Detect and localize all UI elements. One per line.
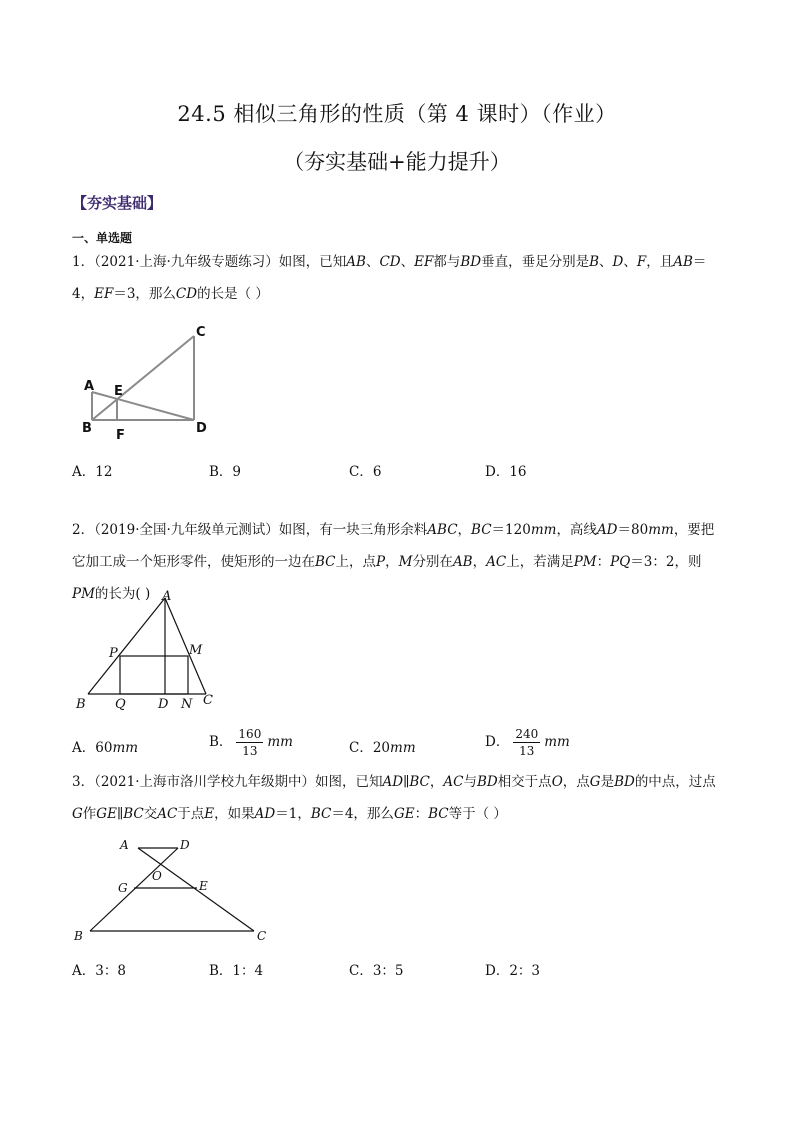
label-d: D [196, 421, 207, 436]
question-2-text: 2．（2019·全国·九年级单元测试）如图，有一块三角形余料ABC，BC＝120mm，高线AD＝80mm，要把它加工成一个矩形零件，使矩形的一边在BC上，点P，M分别在AB，AC上，若满足PM：PQ＝3：2，则PM的长为( ) [72, 522, 715, 602]
section-label: 【夯实基础】 [72, 194, 163, 212]
label-p: P [109, 646, 118, 661]
label-d: D [180, 838, 190, 852]
label-c: C [203, 693, 213, 708]
line-bc [92, 336, 194, 420]
option-d[interactable]: D．16 [485, 464, 527, 480]
question-1-text: 1．（2021·上海·九年级专题练习）如图，已知AB、CD、EF都与BD垂直，垂足分别是B、D、F，且AB＝4，EF＝3，那么CD的长是（ ） [72, 254, 707, 302]
label-q: Q [115, 697, 126, 712]
line-ab [88, 598, 165, 694]
fraction: $\frac{160}{13}$ [238, 727, 262, 758]
line-ac [138, 848, 254, 931]
question-3-options [72, 959, 692, 979]
line-ad [92, 392, 194, 420]
option-a[interactable]: A．60mm [72, 740, 139, 756]
page-subtitle: （夯实基础+能力提升） [283, 150, 511, 174]
option-c[interactable]: C．6 [349, 464, 382, 480]
option-d[interactable]: D． $\frac{240}{13}$ mm [485, 727, 570, 758]
question-2-options [72, 726, 692, 766]
option-d[interactable]: D．2：3 [485, 963, 541, 979]
label-b: B [76, 697, 86, 712]
label-f: F [116, 428, 125, 443]
question-2-figure [72, 588, 222, 713]
label-d: D [158, 697, 169, 712]
page-title: 24.5 相似三角形的性质（第 4 课时）（作业） [177, 102, 617, 126]
option-c[interactable]: C．20mm [349, 740, 416, 756]
label-e: E [114, 384, 123, 399]
option-b[interactable]: B．9 [209, 464, 242, 480]
label-b: B [74, 929, 83, 943]
question-1-figure [76, 320, 226, 445]
label-e: E [199, 879, 208, 893]
label-o: O [152, 869, 162, 883]
option-a[interactable]: A．12 [72, 464, 113, 480]
line-bd [90, 848, 178, 931]
fraction: $\frac{240}{13}$ [515, 727, 539, 758]
question-1-options [72, 460, 692, 480]
label-b: B [82, 421, 92, 436]
label-c: C [196, 325, 206, 340]
label-a: A [120, 838, 129, 852]
question-3-text: 3．（2021·上海市洛川学校九年级期中）如图，已知AD∥BC，AC与BD相交于点O，点G是BD的中点，过点G作GE∥BC交AC于点E，如果AD＝1，BC＝4，那么GE：BC等于（ ） [72, 774, 716, 822]
question-3-figure [72, 836, 282, 946]
section-heading: 一、单选题 [72, 231, 133, 245]
option-b[interactable]: B．1：4 [209, 963, 264, 979]
option-b[interactable]: B． $\frac{160}{13}$ mm [209, 727, 293, 758]
label-m: M [189, 643, 203, 658]
option-c[interactable]: C．3：5 [349, 963, 404, 979]
label-a: A [84, 379, 95, 394]
rectangle-pmnq [120, 656, 188, 694]
label-n: N [181, 697, 193, 712]
option-a[interactable]: A．3：8 [72, 963, 126, 979]
label-a: A [162, 589, 172, 604]
label-c: C [257, 929, 267, 943]
label-g: G [118, 881, 128, 895]
